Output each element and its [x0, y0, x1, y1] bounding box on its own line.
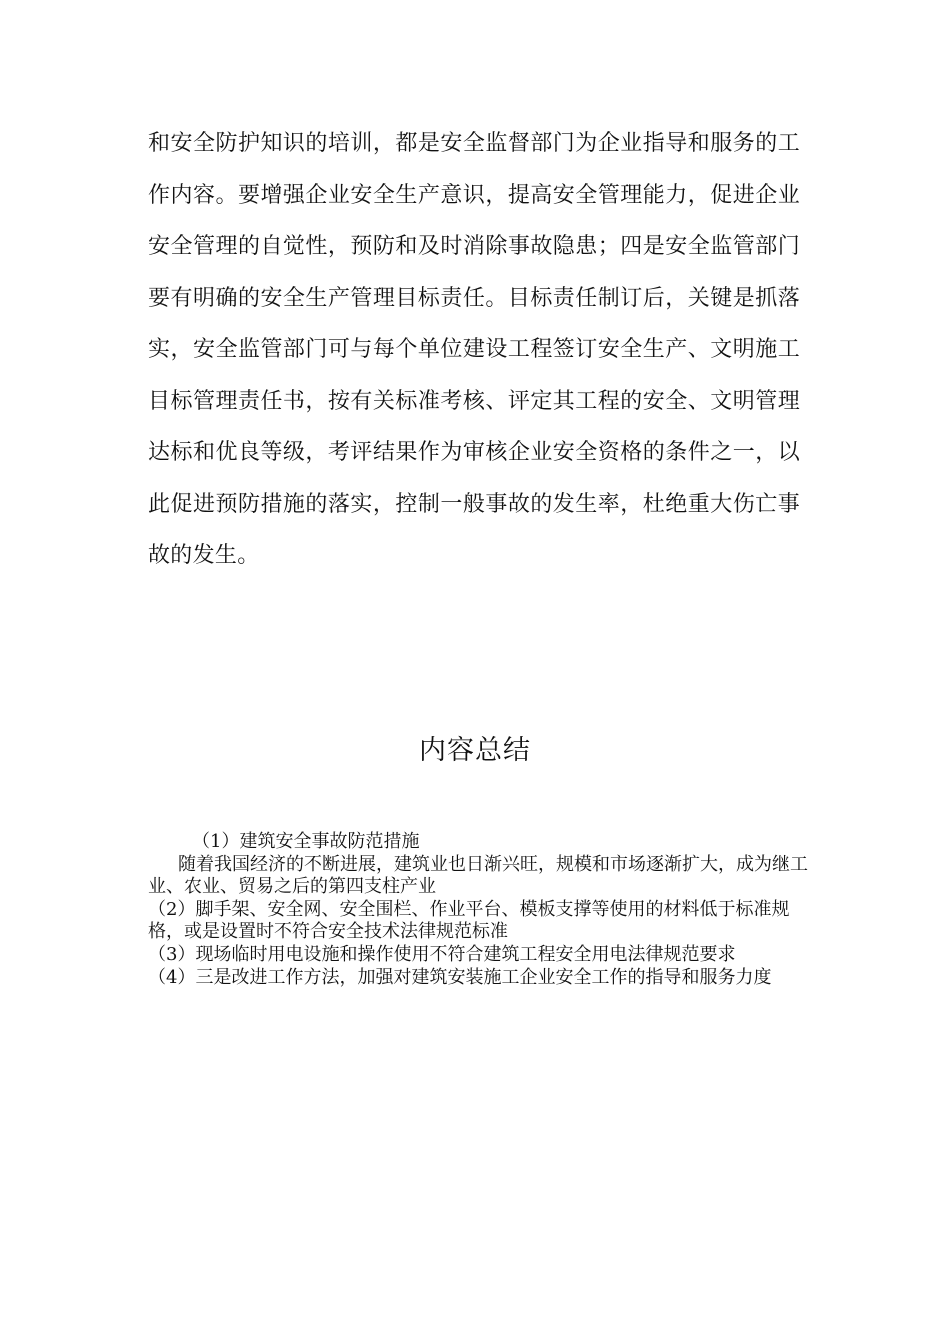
- body-paragraph: 和安全防护知识的培训，都是安全监督部门为企业指导和服务的工作内容。要增强企业安全生产意识，提高安全管理能力，促进企业安全管理的自觉性，预防和及时消除事故隐患；四是安全监管部门要有明确的安全生产管理目标责任。目标责任制订后，关键是抓落实，安全监管部门可与每个单位建设工程签订安全生产、文明施工目标管理责任书，按有关标准考核、评定其工程的安全、文明管理达标和优良等级，考评结果作为审核企业安全资格的条件之一，以此促进预防措施的落实，控制一般事故的发生率，杜绝重大伤亡事故的发生。: [148, 131, 800, 568]
- summary-item: （4）三是改进工作方法，加强对建筑安装施工企业安全工作的指导和服务力度: [148, 966, 772, 988]
- summary-item: （2）脚手架、安全网、安全围栏、作业平台、模板支撑等使用的材料低于标准规格，或是设置时不符合安全技术法律规范标准: [148, 898, 790, 943]
- summary-item: （3）现场临时用电设施和操作使用不符合建筑工程安全用电法律规范要求: [148, 943, 736, 965]
- summary-section: [148, 831, 808, 989]
- summary-intro: 随着我国经济的不断进展，建筑业也日渐兴旺，规模和市场逐渐扩大，成为继工业、农业、贸易之后的第四支柱产业: [148, 853, 808, 898]
- summary-title: 内容总结: [419, 735, 531, 766]
- summary-heading: （1）建筑安全事故防范措施: [192, 831, 420, 852]
